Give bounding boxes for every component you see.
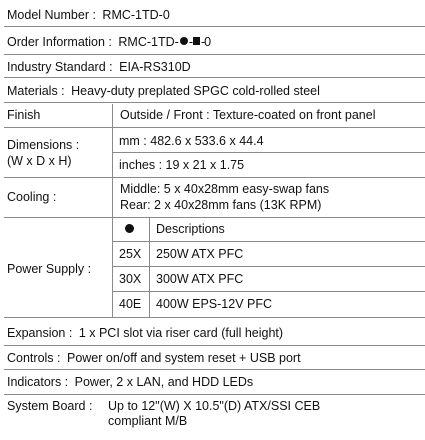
power-option-desc: 250W ATX PFC: [156, 247, 244, 261]
cooling-line-1: Middle: 5 x 40x28mm easy-swap fans: [120, 182, 330, 196]
power-option-desc: 400W EPS-12V PFC: [156, 297, 273, 311]
column-divider: [112, 104, 113, 127]
power-header-row: [112, 218, 425, 242]
power-option-row: [112, 292, 425, 317]
power-column-divider: [149, 218, 150, 241]
power-option-code: 40E: [119, 297, 142, 311]
power-option-code: 30X: [119, 272, 142, 286]
indicators-value: Power, 2 x LAN, and HDD LEDs: [74, 375, 254, 389]
power-option-code: 25X: [119, 247, 142, 261]
power-column-divider: [149, 267, 150, 291]
model-number-value: RMC-1TD-0: [102, 8, 170, 22]
system-board-label: System Board :: [7, 399, 93, 413]
industry-standard-value: EIA-RS310D: [119, 60, 191, 74]
expansion-label: Expansion :: [7, 326, 73, 340]
dimensions-inches-row: [112, 153, 425, 177]
expansion-row: [4, 322, 425, 346]
system-board-row: [4, 396, 425, 432]
materials-label: Materials :: [7, 84, 65, 98]
order-information-row: Order Information : RMC-1TD- - -0: [4, 31, 425, 55]
model-number-row: [4, 5, 425, 27]
power-option-desc: 300W ATX PFC: [156, 272, 244, 286]
finish-row: [4, 104, 425, 128]
indicators-label: Indicators :: [7, 375, 69, 389]
order-code-suffix: 0: [204, 35, 212, 49]
industry-standard-row: [4, 56, 425, 78]
column-divider: [112, 178, 113, 217]
square-icon: [193, 37, 200, 45]
finish-label: Finish: [7, 108, 41, 122]
power-header-bullet: [124, 223, 135, 237]
expansion-value: 1 x PCI slot via riser card (full height): [78, 326, 284, 340]
bullet-icon: [180, 37, 188, 45]
industry-standard-label: Industry Standard :: [7, 60, 113, 74]
indicators-row: [4, 371, 425, 395]
system-board-line-2: compliant M/B: [108, 414, 188, 428]
power-header-label: Descriptions: [156, 222, 225, 236]
power-option-row: [112, 267, 425, 292]
cooling-line-2: Rear: 2 x 40x28mm fans (13K RPM): [120, 198, 322, 212]
model-number-label: Model Number :: [7, 8, 96, 22]
dimensions-mm-value: mm : 482.6 x 533.6 x 44.4: [119, 134, 264, 148]
controls-label: Controls :: [7, 351, 61, 365]
materials-value: Heavy-duty preplated SPGC cold-rolled steel: [71, 84, 320, 98]
dimensions-unit-label: (W x D x H): [7, 154, 72, 168]
order-information-label: Order Information :: [7, 35, 112, 49]
finish-value: Outside / Front : Texture-coated on front panel: [120, 108, 376, 122]
cooling-row: [4, 178, 425, 218]
power-column-divider: [149, 292, 150, 317]
power-supply-row: [4, 218, 425, 318]
dimensions-mm-row: [112, 128, 425, 153]
power-column-divider: [149, 242, 150, 266]
dimensions-row: [4, 128, 425, 178]
materials-row: [4, 80, 425, 103]
controls-row: [4, 347, 425, 370]
controls-value: Power on/off and system reset + USB port: [66, 351, 301, 365]
cooling-label: Cooling :: [7, 190, 57, 204]
bullet-icon: [125, 224, 134, 233]
system-board-line-1: Up to 12"(W) X 10.5"(D) ATX/SSI CEB: [108, 399, 321, 413]
power-option-row: [112, 242, 425, 267]
order-code-prefix: RMC-1TD-: [118, 35, 179, 49]
power-supply-label: Power Supply :: [7, 262, 92, 276]
dimensions-inches-value: inches : 19 x 21 x 1.75: [119, 158, 245, 172]
dimensions-label: Dimensions :: [7, 138, 80, 152]
